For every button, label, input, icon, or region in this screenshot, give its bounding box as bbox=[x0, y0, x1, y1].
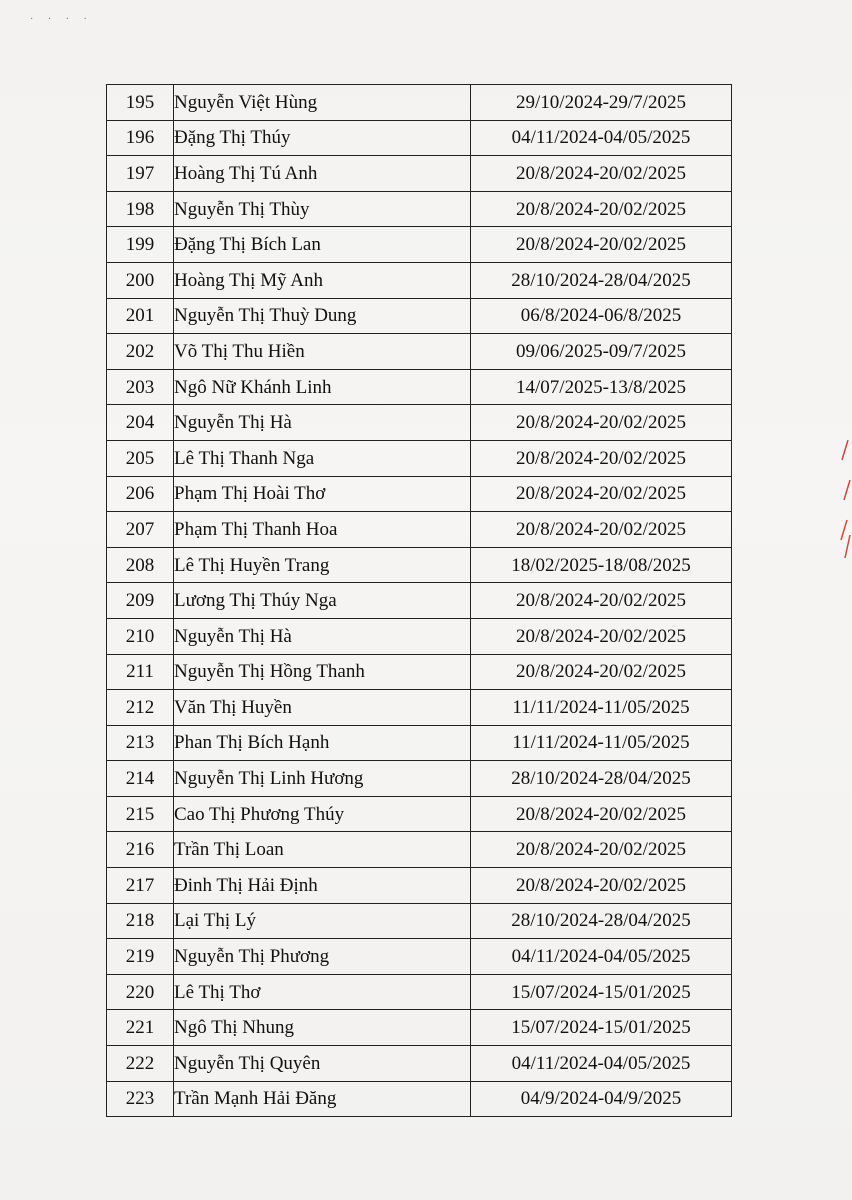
period-cell: 20/8/2024-20/02/2025 bbox=[471, 156, 732, 192]
period-cell: 04/9/2024-04/9/2025 bbox=[471, 1081, 732, 1117]
period-cell: 20/8/2024-20/02/2025 bbox=[471, 227, 732, 263]
period-cell: 11/11/2024-11/05/2025 bbox=[471, 690, 732, 726]
name-cell: Đặng Thị Thúy bbox=[174, 120, 471, 156]
name-cell: Hoàng Thị Mỹ Anh bbox=[174, 262, 471, 298]
period-cell: 20/8/2024-20/02/2025 bbox=[471, 618, 732, 654]
name-cell: Nguyễn Thị Hồng Thanh bbox=[174, 654, 471, 690]
table-row bbox=[107, 440, 732, 476]
table-row bbox=[107, 369, 732, 405]
table-row bbox=[107, 903, 732, 939]
name-cell: Lê Thị Thơ bbox=[174, 974, 471, 1010]
row-number-cell: 209 bbox=[107, 583, 174, 619]
name-cell: Lê Thị Huyền Trang bbox=[174, 547, 471, 583]
row-number-cell: 220 bbox=[107, 974, 174, 1010]
name-cell: Đặng Thị Bích Lan bbox=[174, 227, 471, 263]
period-cell: 15/07/2024-15/01/2025 bbox=[471, 1010, 732, 1046]
period-cell: 28/10/2024-28/04/2025 bbox=[471, 903, 732, 939]
name-cell: Hoàng Thị Tú Anh bbox=[174, 156, 471, 192]
name-cell: Đinh Thị Hải Định bbox=[174, 868, 471, 904]
row-number-cell: 210 bbox=[107, 618, 174, 654]
row-number-cell: 195 bbox=[107, 85, 174, 121]
row-number-cell: 213 bbox=[107, 725, 174, 761]
table-row bbox=[107, 796, 732, 832]
name-cell: Nguyễn Thị Phương bbox=[174, 939, 471, 975]
period-cell: 20/8/2024-20/02/2025 bbox=[471, 583, 732, 619]
period-cell: 11/11/2024-11/05/2025 bbox=[471, 725, 732, 761]
period-cell: 14/07/2025-13/8/2025 bbox=[471, 369, 732, 405]
period-cell: 20/8/2024-20/02/2025 bbox=[471, 476, 732, 512]
row-number-cell: 212 bbox=[107, 690, 174, 726]
period-cell: 28/10/2024-28/04/2025 bbox=[471, 761, 732, 797]
table-row bbox=[107, 476, 732, 512]
table-row bbox=[107, 262, 732, 298]
table-row bbox=[107, 298, 732, 334]
table-row bbox=[107, 832, 732, 868]
row-number-cell: 196 bbox=[107, 120, 174, 156]
period-cell: 20/8/2024-20/02/2025 bbox=[471, 796, 732, 832]
period-cell: 09/06/2025-09/7/2025 bbox=[471, 334, 732, 370]
row-number-cell: 207 bbox=[107, 512, 174, 548]
name-cell: Phạm Thị Thanh Hoa bbox=[174, 512, 471, 548]
table-row bbox=[107, 690, 732, 726]
table-row bbox=[107, 512, 732, 548]
row-number-cell: 219 bbox=[107, 939, 174, 975]
period-cell: 15/07/2024-15/01/2025 bbox=[471, 974, 732, 1010]
name-cell: Văn Thị Huyền bbox=[174, 690, 471, 726]
name-cell: Trần Thị Loan bbox=[174, 832, 471, 868]
name-cell: Lê Thị Thanh Nga bbox=[174, 440, 471, 476]
row-number-cell: 206 bbox=[107, 476, 174, 512]
name-cell: Lại Thị Lý bbox=[174, 903, 471, 939]
period-cell: 20/8/2024-20/02/2025 bbox=[471, 512, 732, 548]
stamp-edge-mark bbox=[838, 440, 852, 560]
name-cell: Nguyễn Thị Quyên bbox=[174, 1046, 471, 1082]
table-row bbox=[107, 868, 732, 904]
table-row bbox=[107, 1081, 732, 1117]
row-number-cell: 208 bbox=[107, 547, 174, 583]
row-number-cell: 216 bbox=[107, 832, 174, 868]
period-cell: 20/8/2024-20/02/2025 bbox=[471, 868, 732, 904]
row-number-cell: 215 bbox=[107, 796, 174, 832]
period-cell: 06/8/2024-06/8/2025 bbox=[471, 298, 732, 334]
row-number-cell: 221 bbox=[107, 1010, 174, 1046]
row-number-cell: 202 bbox=[107, 334, 174, 370]
name-cell: Võ Thị Thu Hiền bbox=[174, 334, 471, 370]
name-cell: Cao Thị Phương Thúy bbox=[174, 796, 471, 832]
period-cell: 28/10/2024-28/04/2025 bbox=[471, 262, 732, 298]
row-number-cell: 200 bbox=[107, 262, 174, 298]
name-cell: Nguyễn Thị Hà bbox=[174, 405, 471, 441]
period-cell: 04/11/2024-04/05/2025 bbox=[471, 1046, 732, 1082]
name-cell: Nguyễn Thị Linh Hương bbox=[174, 761, 471, 797]
table-row bbox=[107, 761, 732, 797]
period-cell: 20/8/2024-20/02/2025 bbox=[471, 654, 732, 690]
period-cell: 04/11/2024-04/05/2025 bbox=[471, 120, 732, 156]
row-number-cell: 222 bbox=[107, 1046, 174, 1082]
period-cell: 29/10/2024-29/7/2025 bbox=[471, 85, 732, 121]
name-cell: Phạm Thị Hoài Thơ bbox=[174, 476, 471, 512]
period-cell: 04/11/2024-04/05/2025 bbox=[471, 939, 732, 975]
table-row bbox=[107, 405, 732, 441]
scan-specks: · · · · bbox=[30, 14, 93, 25]
table-row bbox=[107, 156, 732, 192]
row-number-cell: 205 bbox=[107, 440, 174, 476]
name-cell: Lương Thị Thúy Nga bbox=[174, 583, 471, 619]
table-row bbox=[107, 618, 732, 654]
row-number-cell: 223 bbox=[107, 1081, 174, 1117]
period-cell: 20/8/2024-20/02/2025 bbox=[471, 405, 732, 441]
row-number-cell: 218 bbox=[107, 903, 174, 939]
table-row bbox=[107, 227, 732, 263]
name-cell: Nguyễn Thị Thuỳ Dung bbox=[174, 298, 471, 334]
table-row bbox=[107, 547, 732, 583]
table-row bbox=[107, 120, 732, 156]
table-row bbox=[107, 654, 732, 690]
table-row bbox=[107, 974, 732, 1010]
name-cell: Ngô Thị Nhung bbox=[174, 1010, 471, 1046]
period-cell: 18/02/2025-18/08/2025 bbox=[471, 547, 732, 583]
name-cell: Phan Thị Bích Hạnh bbox=[174, 725, 471, 761]
name-cell: Trần Mạnh Hải Đăng bbox=[174, 1081, 471, 1117]
name-cell: Ngô Nữ Khánh Linh bbox=[174, 369, 471, 405]
roster-body bbox=[107, 85, 732, 1117]
table-row bbox=[107, 334, 732, 370]
table-row bbox=[107, 583, 732, 619]
period-cell: 20/8/2024-20/02/2025 bbox=[471, 191, 732, 227]
period-cell: 20/8/2024-20/02/2025 bbox=[471, 440, 732, 476]
row-number-cell: 198 bbox=[107, 191, 174, 227]
name-cell: Nguyễn Thị Thùy bbox=[174, 191, 471, 227]
row-number-cell: 217 bbox=[107, 868, 174, 904]
table-row bbox=[107, 191, 732, 227]
table-row bbox=[107, 939, 732, 975]
row-number-cell: 204 bbox=[107, 405, 174, 441]
table-row bbox=[107, 725, 732, 761]
row-number-cell: 199 bbox=[107, 227, 174, 263]
name-cell: Nguyễn Việt Hùng bbox=[174, 85, 471, 121]
table-row bbox=[107, 1046, 732, 1082]
period-cell: 20/8/2024-20/02/2025 bbox=[471, 832, 732, 868]
table-row bbox=[107, 85, 732, 121]
table-row bbox=[107, 1010, 732, 1046]
row-number-cell: 211 bbox=[107, 654, 174, 690]
name-cell: Nguyễn Thị Hà bbox=[174, 618, 471, 654]
roster-table bbox=[106, 84, 732, 1117]
row-number-cell: 214 bbox=[107, 761, 174, 797]
row-number-cell: 203 bbox=[107, 369, 174, 405]
row-number-cell: 201 bbox=[107, 298, 174, 334]
row-number-cell: 197 bbox=[107, 156, 174, 192]
